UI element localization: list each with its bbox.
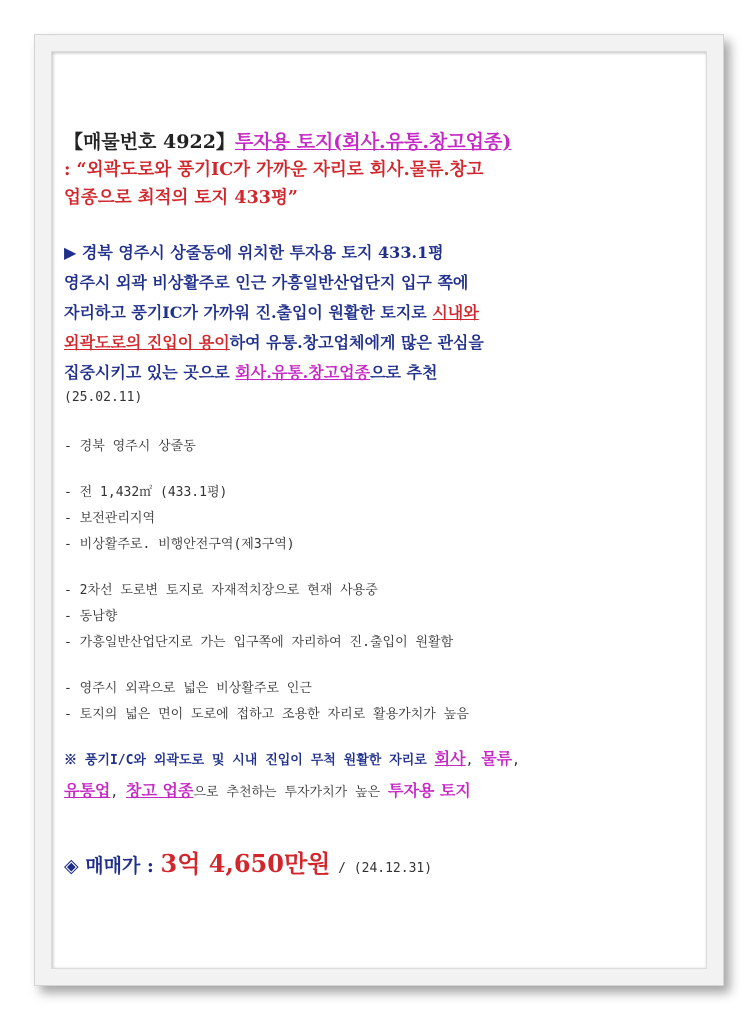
summary-highlight: 시내와	[432, 303, 479, 322]
detail-item: - 영주시 외곽으로 넓은 비상활주로 인근	[64, 681, 312, 696]
note-line-2	[64, 776, 664, 808]
note-separator: ,	[110, 785, 127, 800]
summary-highlight: 회사.유통.창고업종	[235, 363, 371, 382]
note-text: ※ 풍기I/C와 외곽도로 및 시내 진입이 무척 원활한 자리로	[64, 753, 435, 768]
note-keyword: 창고 업종	[126, 781, 194, 800]
detail-item: - 토지의 넓은 면이 도로에 접하고 조용한 자리로 활용가치가 높음	[64, 707, 469, 722]
price-value: 3억 4,650만원	[160, 849, 331, 878]
listing-title	[64, 128, 664, 156]
note-keyword: 투자용 토지	[388, 781, 471, 800]
detail-item: - 경북 영주시 상줄동	[64, 439, 196, 454]
summary-highlight: 외곽도로의 진입이 용이	[64, 333, 230, 352]
price-date: / (24.12.31)	[330, 861, 433, 876]
summary-text: 집중시키고 있는 곳으로	[64, 363, 236, 382]
note-keyword: 유통업	[64, 781, 111, 800]
note-keyword: 물류	[481, 749, 513, 768]
listing-content	[64, 128, 664, 885]
price-line	[64, 848, 664, 885]
detail-item: - 전 1,432㎡ (433.1평)	[64, 485, 228, 500]
listing-quote-2: 업종으로 최적의 토지 433평”	[64, 188, 298, 208]
note-keyword: 회사	[434, 749, 466, 768]
price-label: ◈ 매매가 :	[64, 855, 161, 877]
summary-line-1: ▶ 경북 영주시 상줄동에 위치한 투자용 토지 433.1평	[64, 243, 444, 262]
summary-text: 으로 추천	[370, 363, 438, 382]
summary-line-2: 영주시 외곽 비상활주로 인근 가흥일반산업단지 입구 쪽에	[64, 273, 469, 292]
summary-line-3	[64, 298, 664, 328]
detail-item: - 2차선 도로변 토지로 자재적치장으로 현재 사용중	[64, 583, 378, 598]
note-text: 으로 추천하는 투자가치가 높은	[193, 785, 388, 800]
detail-item: - 비상활주로. 비행안전구역(제3구역)	[64, 537, 295, 552]
summary-text: 자리하고 풍기IC가 가까워 진.출입이 원활한 토지로	[64, 303, 433, 322]
listing-number: 【매물번호 4922】	[64, 131, 235, 153]
detail-item: - 가흥일반산업단지로 가는 입구쪽에 자리하여 진.출입이 원활함	[64, 635, 454, 650]
note-separator: ,	[512, 753, 520, 768]
detail-item: - 보전관리지역	[64, 511, 156, 526]
summary-line-4	[64, 328, 664, 358]
note-separator: ,	[465, 753, 482, 768]
detail-item: - 동남향	[64, 609, 118, 624]
listing-title-highlight: 투자용 토지(회사.유통.창고업종)	[234, 131, 512, 153]
summary-text: 하여 유통.창고업체에게 많은 관심을	[229, 333, 484, 352]
note-line-1	[64, 744, 664, 776]
summary-date: (25.02.11)	[64, 390, 143, 405]
summary-line-5	[64, 358, 664, 388]
listing-quote-1: : “외곽도로와 풍기IC가 가까운 자리로 회사.물류.창고	[64, 160, 484, 180]
